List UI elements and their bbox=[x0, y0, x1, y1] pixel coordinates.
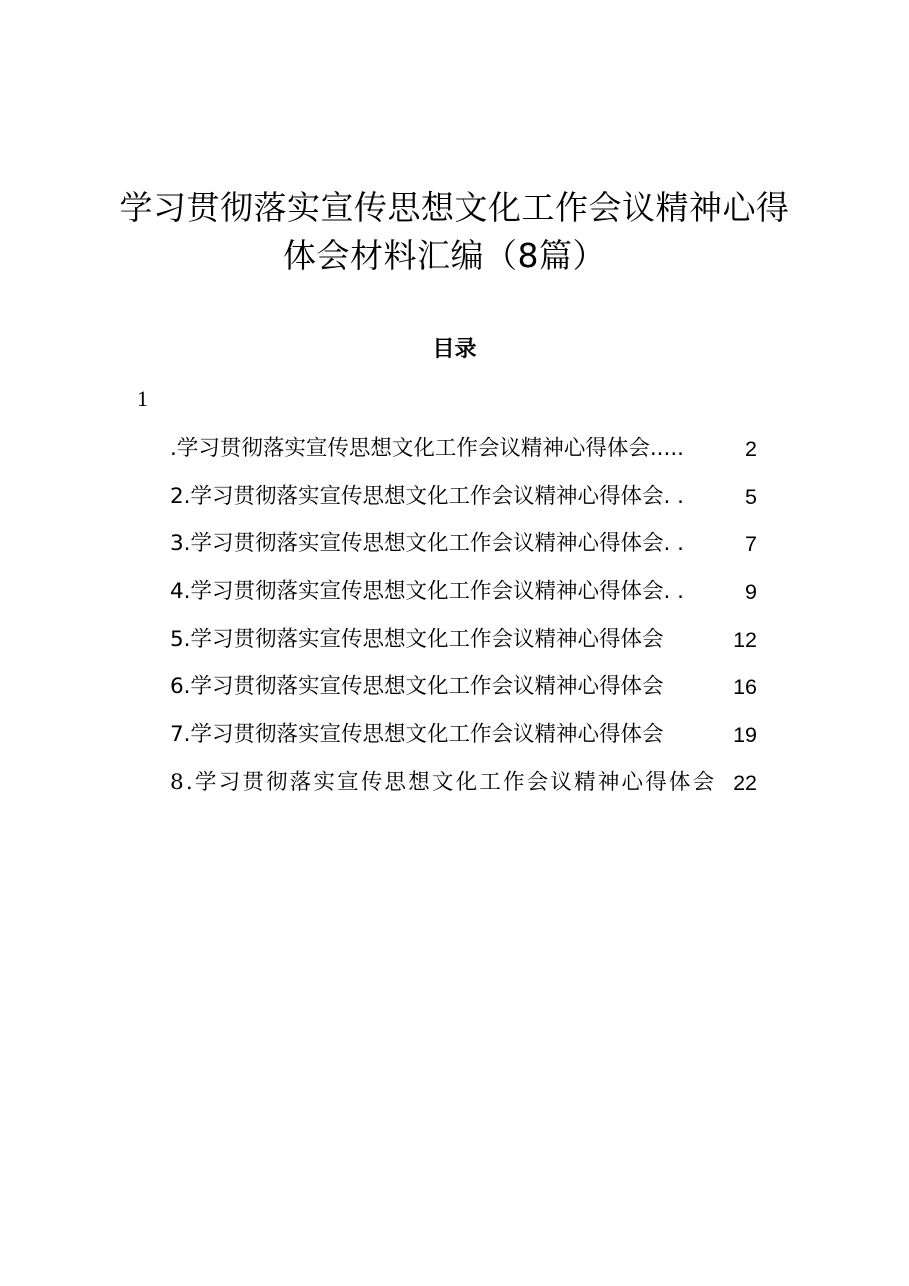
toc-entry-title: .学习贯彻落实宣传思想文化工作会议精神心得体会..... bbox=[170, 435, 685, 461]
toc-entry[interactable] bbox=[170, 520, 757, 568]
table-of-contents bbox=[170, 425, 757, 807]
toc-entry-title: 8.学习贯彻落实宣传思想文化工作会议精神心得体会 bbox=[170, 769, 717, 795]
toc-entry-title: 7.学习贯彻落实宣传思想文化工作会议精神心得体会 bbox=[170, 721, 664, 747]
toc-entry[interactable] bbox=[170, 473, 757, 521]
toc-entry-page-number: 2 bbox=[745, 436, 757, 461]
toc-entry[interactable] bbox=[170, 568, 757, 616]
toc-entry-page-number: 22 bbox=[733, 770, 757, 795]
toc-stray-number: 1 bbox=[137, 386, 148, 411]
toc-heading: 目录 bbox=[432, 336, 477, 362]
toc-entry-title: 5.学习贯彻落实宣传思想文化工作会议精神心得体会 bbox=[170, 626, 664, 652]
toc-entry-title: 2.学习贯彻落实宣传思想文化工作会议精神心得体会. . bbox=[170, 483, 685, 509]
toc-entry-title: 4.学习贯彻落实宣传思想文化工作会议精神心得体会. . bbox=[170, 578, 685, 604]
toc-entry[interactable] bbox=[170, 425, 757, 473]
toc-entry[interactable] bbox=[170, 759, 757, 807]
document-title-line-1: 学习贯彻落实宣传思想文化工作会议精神心得 bbox=[119, 188, 790, 228]
toc-entry-page-number: 5 bbox=[745, 484, 757, 509]
document-title-line-2: 体会材料汇编（8篇） bbox=[283, 236, 606, 276]
toc-entry-page-number: 16 bbox=[733, 675, 757, 700]
toc-entry-title: 6.学习贯彻落实宣传思想文化工作会议精神心得体会 bbox=[170, 674, 664, 700]
toc-entry[interactable] bbox=[170, 711, 757, 759]
toc-entry-page-number: 9 bbox=[745, 579, 757, 604]
toc-entry-page-number: 7 bbox=[745, 532, 757, 557]
toc-entry-page-number: 12 bbox=[733, 627, 757, 652]
toc-entry-title: 3.学习贯彻落实宣传思想文化工作会议精神心得体会. . bbox=[170, 531, 685, 557]
toc-entry[interactable] bbox=[170, 616, 757, 664]
toc-entry-page-number: 19 bbox=[733, 722, 757, 747]
toc-entry[interactable] bbox=[170, 663, 757, 711]
